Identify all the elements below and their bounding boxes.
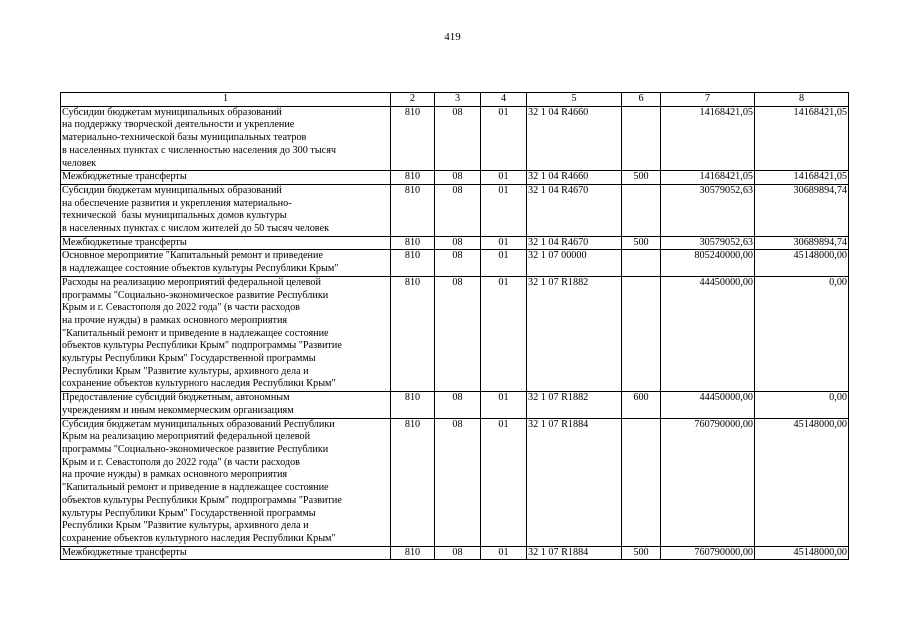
- row-target-code: 32 1 04 R4670: [527, 236, 622, 250]
- header-cell-6: 6: [622, 93, 661, 107]
- row-amount-year1: 14168421,05: [661, 106, 755, 171]
- table-row: [61, 184, 849, 236]
- row-expense-type: 500: [622, 171, 661, 185]
- row-expense-type: 600: [622, 392, 661, 418]
- row-section-code: 08: [435, 250, 481, 276]
- row-ministry-code: 810: [391, 106, 435, 171]
- row-amount-year2: 14168421,05: [755, 171, 849, 185]
- row-amount-year1: 14168421,05: [661, 171, 755, 185]
- table-row: [61, 250, 849, 276]
- row-amount-year2: 45148000,00: [755, 418, 849, 546]
- row-target-code: 32 1 04 R4670: [527, 184, 622, 236]
- header-cell-8: 8: [755, 93, 849, 107]
- row-section-code: 08: [435, 171, 481, 185]
- header-cell-7: 7: [661, 93, 755, 107]
- row-amount-year1: 760790000,00: [661, 546, 755, 560]
- row-amount-year2: 0,00: [755, 392, 849, 418]
- header-cell-3: 3: [435, 93, 481, 107]
- row-target-code: 32 1 07 R1884: [527, 418, 622, 546]
- row-section-code: 08: [435, 546, 481, 560]
- row-amount-year2: 14168421,05: [755, 106, 849, 171]
- row-section-code: 08: [435, 392, 481, 418]
- table-row: [61, 236, 849, 250]
- header-row: [61, 93, 849, 107]
- row-name: Субсидии бюджетам муниципальных образований на обеспечение развития и укрепления материально- технической базы муниципальных домов культуры в населенных пунктах с числом жителей до 50 тысяч человек: [61, 184, 391, 236]
- row-ministry-code: 810: [391, 171, 435, 185]
- row-amount-year2: 30689894,74: [755, 236, 849, 250]
- row-expense-type: 500: [622, 236, 661, 250]
- row-subsection-code: 01: [481, 418, 527, 546]
- row-section-code: 08: [435, 106, 481, 171]
- budget-table: [60, 92, 849, 560]
- row-name: Субсидия бюджетам муниципальных образований Республики Крым на реализацию мероприятий федеральной целевой программы "Социально-экономическое развитие Республики Крым и г. Севастополя до 2022 года" (в части расходов на прочие нужды) в рамках основного мероприятия "Капитальный ремонт и приведение в надлежащее состояние объектов культуры Республики Крым" подпрограммы "Развитие культуры Республики Крым" Государственной программы Республики Крым "Развитие культуры, архивного дела и сохранение объектов культурного наследия Республики Крым": [61, 418, 391, 546]
- header-cell-2: 2: [391, 93, 435, 107]
- row-subsection-code: 01: [481, 236, 527, 250]
- row-name: Предоставление субсидий бюджетным, автономным учреждениям и иным некоммерческим организациям: [61, 392, 391, 418]
- row-expense-type: [622, 106, 661, 171]
- row-amount-year1: 760790000,00: [661, 418, 755, 546]
- row-section-code: 08: [435, 184, 481, 236]
- page-number: 419: [444, 31, 461, 43]
- row-name: Межбюджетные трансферты: [61, 171, 391, 185]
- row-subsection-code: 01: [481, 546, 527, 560]
- table-row: [61, 392, 849, 418]
- row-target-code: 32 1 07 R1882: [527, 392, 622, 418]
- row-subsection-code: 01: [481, 171, 527, 185]
- row-expense-type: [622, 184, 661, 236]
- row-name: Расходы на реализацию мероприятий федеральной целевой программы "Социально-экономическое развитие Республики Крым и г. Севастополя до 2022 года" (в части расходов на прочие нужды) в рамках основного мероприятия "Капитальный ремонт и приведение в надлежащее состояние объектов культуры Республики Крым" подпрограммы "Развитие культуры Республики Крым" Государственной программы Республики Крым "Развитие культуры, архивного дела и сохранение объектов культурного наследия Республики Крым": [61, 276, 391, 391]
- row-name: Межбюджетные трансферты: [61, 546, 391, 560]
- row-name: Основное мероприятие "Капитальный ремонт и приведение в надлежащее состояние объектов культуры Республики Крым": [61, 250, 391, 276]
- row-ministry-code: 810: [391, 276, 435, 391]
- row-subsection-code: 01: [481, 106, 527, 171]
- row-amount-year1: 805240000,00: [661, 250, 755, 276]
- table-row: [61, 418, 849, 546]
- row-subsection-code: 01: [481, 184, 527, 236]
- row-amount-year1: 44450000,00: [661, 392, 755, 418]
- row-target-code: 32 1 07 R1882: [527, 276, 622, 391]
- row-amount-year2: 30689894,74: [755, 184, 849, 236]
- row-ministry-code: 810: [391, 184, 435, 236]
- row-amount-year2: 45148000,00: [755, 250, 849, 276]
- row-amount-year2: 45148000,00: [755, 546, 849, 560]
- row-subsection-code: 01: [481, 392, 527, 418]
- row-expense-type: [622, 276, 661, 391]
- row-ministry-code: 810: [391, 236, 435, 250]
- header-cell-5: 5: [527, 93, 622, 107]
- row-name: Субсидии бюджетам муниципальных образований на поддержку творческой деятельности и укрепление материально-технической базы муниципальных театров в населенных пунктах с численностью населения до 300 тысяч человек: [61, 106, 391, 171]
- header-cell-4: 4: [481, 93, 527, 107]
- row-target-code: 32 1 04 R4660: [527, 171, 622, 185]
- row-expense-type: [622, 418, 661, 546]
- row-ministry-code: 810: [391, 418, 435, 546]
- row-ministry-code: 810: [391, 392, 435, 418]
- header-cell-1: 1: [61, 93, 391, 107]
- row-subsection-code: 01: [481, 276, 527, 391]
- row-amount-year1: 44450000,00: [661, 276, 755, 391]
- row-ministry-code: 810: [391, 546, 435, 560]
- table-row: [61, 546, 849, 560]
- row-amount-year1: 30579052,63: [661, 236, 755, 250]
- row-target-code: 32 1 07 R1884: [527, 546, 622, 560]
- row-target-code: 32 1 04 R4660: [527, 106, 622, 171]
- row-section-code: 08: [435, 418, 481, 546]
- row-expense-type: 500: [622, 546, 661, 560]
- row-target-code: 32 1 07 00000: [527, 250, 622, 276]
- row-ministry-code: 810: [391, 250, 435, 276]
- table-row: [61, 276, 849, 391]
- row-name: Межбюджетные трансферты: [61, 236, 391, 250]
- table-row: [61, 171, 849, 185]
- row-section-code: 08: [435, 236, 481, 250]
- row-subsection-code: 01: [481, 250, 527, 276]
- row-amount-year2: 0,00: [755, 276, 849, 391]
- row-section-code: 08: [435, 276, 481, 391]
- row-amount-year1: 30579052,63: [661, 184, 755, 236]
- table-row: [61, 106, 849, 171]
- row-expense-type: [622, 250, 661, 276]
